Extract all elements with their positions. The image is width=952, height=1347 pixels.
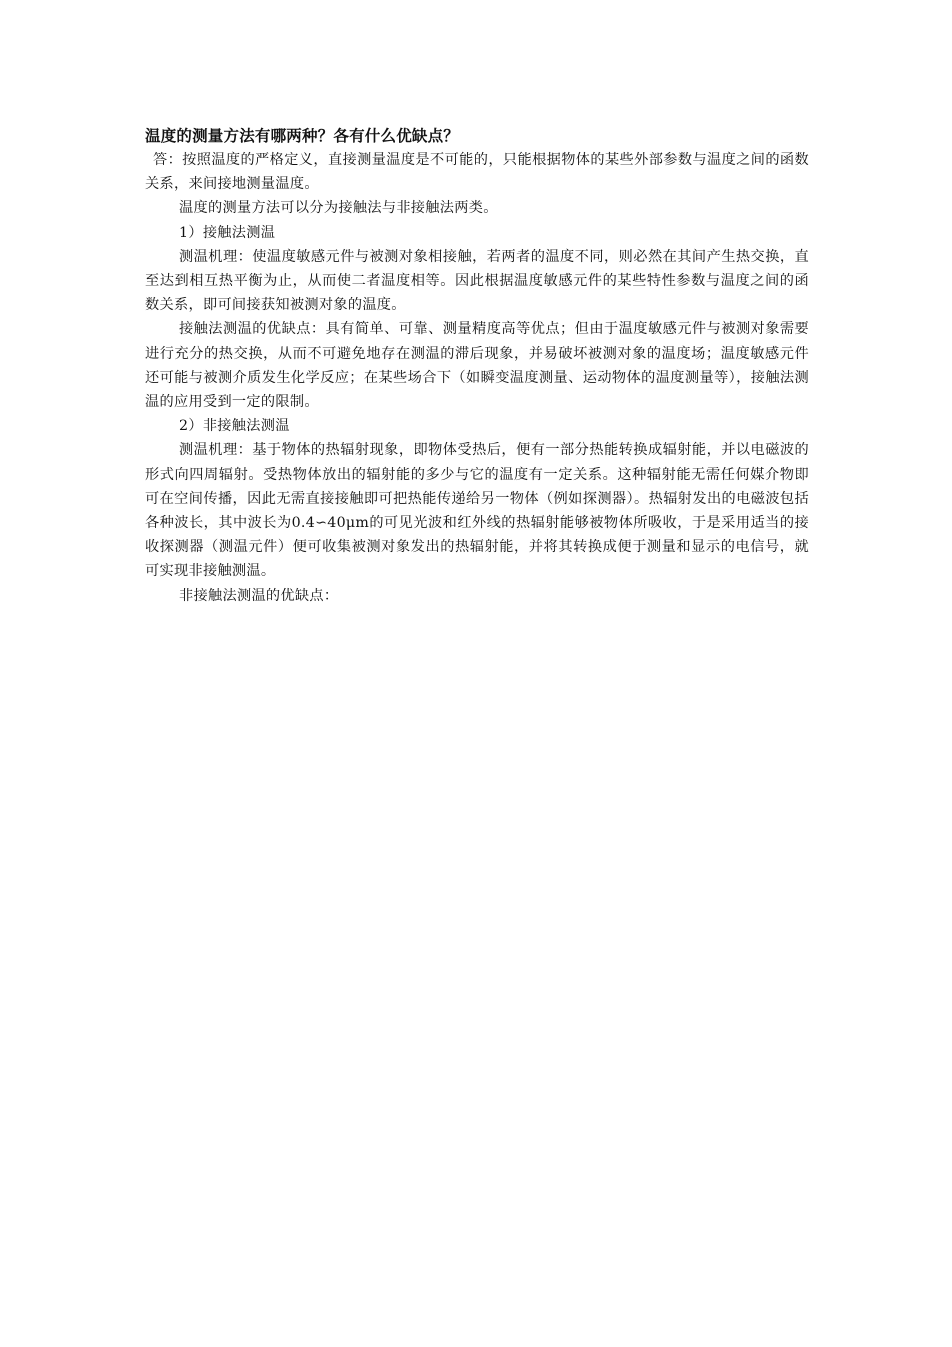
noncontact-pros-cons-heading: 非接触法测温的优缺点： <box>179 587 339 604</box>
contact-pros-cons-paragraph: 接触法测温的优缺点：具有简单、可靠、测量精度高等优点；但由于温度敏感元件与被测对象需要进行充分的热交换，从而不可避免地存在测温的滞后现象，并易破坏被测对象的温度场；温度敏感元件还可能与被测介质发生化学反应；在某些场合下（如瞬变温度测量、运动物体的温度测量等），接触法测温的应用受到一定的限制。 <box>145 321 809 411</box>
contact-method-heading: 1）接触法测温 <box>179 224 276 241</box>
contact-mechanism-paragraph: 测温机理：使温度敏感元件与被测对象相接触，若两者的温度不同，则必然在其间产生热交换，直至达到相互热平衡为止，从而使二者温度相等。因此根据温度敏感元件的某些特性参数与温度之间的函数关系，即可间接获知被测对象的温度。 <box>145 248 809 314</box>
answer-paragraph: 答：按照温度的严格定义，直接测量温度是不可能的，只能根据物体的某些外部参数与温度之间的函数关系，来间接地测量温度。 <box>145 152 809 193</box>
noncontact-mechanism-paragraph: 测温机理：基于物体的热辐射现象，即物体受热后，便有一部分热能转换成辐射能，并以电磁波的形式向四周辐射。受热物体放出的辐射能的多少与它的温度有一定关系。这种辐射能无需任何媒介物即可在空间传播，因此无需直接接触即可把热能传递给另一物体（例如探测器）。热辐射发出的电磁波包括各种波长，其中波长为0.4∽40μm的可见光波和红外线的热辐射能够被物体所吸收，于是采用适当的接收探测器（测温元件）便可收集被测对象发出的热辐射能，并将其转换成便于测量和显示的电信号，就可实现非接触测温。 <box>145 442 809 580</box>
methods-overview-paragraph: 温度的测量方法可以分为接触法与非接触法两类。 <box>179 200 498 217</box>
noncontact-method-heading: 2）非接触法测温 <box>179 418 290 435</box>
question-title: 温度的测量方法有哪两种？各有什么优缺点？ <box>145 127 460 145</box>
document-body <box>145 124 809 608</box>
